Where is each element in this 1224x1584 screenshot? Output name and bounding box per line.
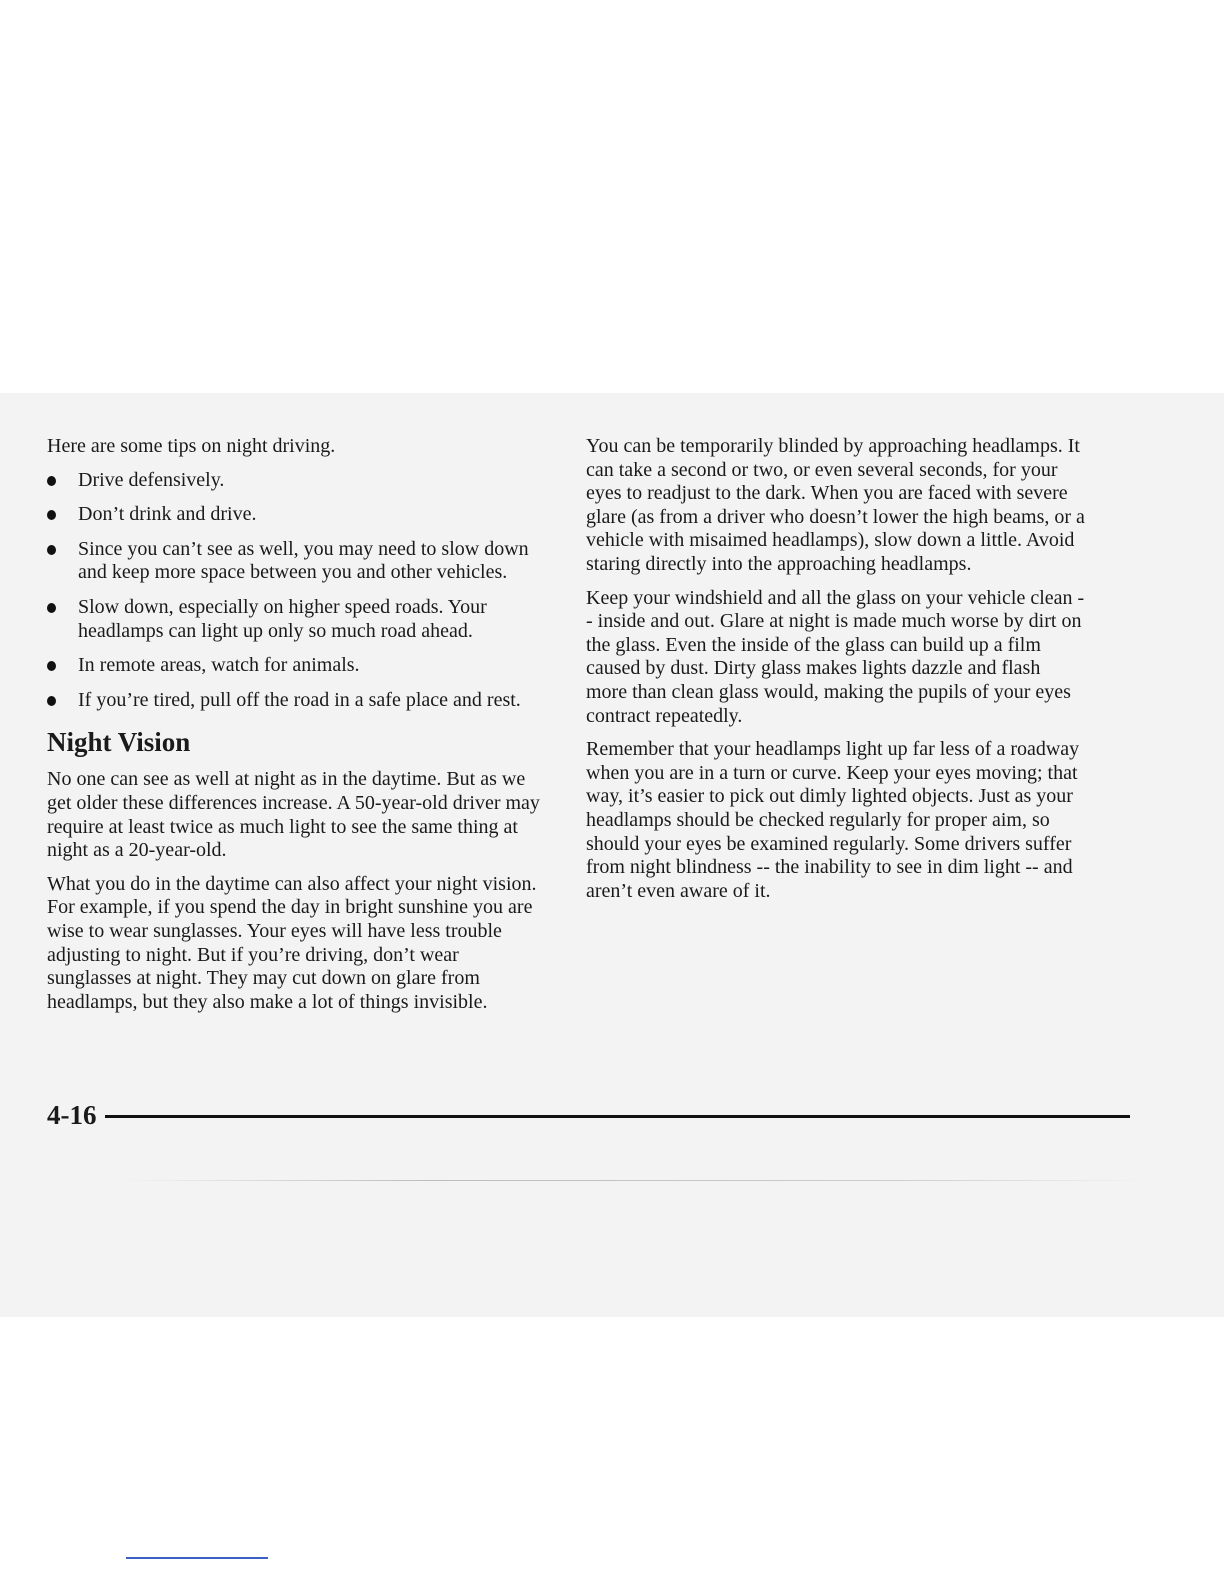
- bullet-icon: [47, 696, 56, 706]
- list-item: Drive defensively.: [47, 469, 547, 493]
- list-item: Don’t drink and drive.: [47, 503, 547, 527]
- paragraph: No one can see as well at night as in the daytime. But as we get older these differences increase. A 50-year-old driver may require at least twice as much light to see the same thing at night as a 20-year-old.: [47, 768, 540, 862]
- left-column: [47, 435, 547, 1024]
- bullet-icon: [47, 510, 56, 520]
- bullet-icon: [47, 661, 56, 671]
- bullet-icon: [47, 545, 56, 555]
- night-driving-tips-list: [47, 469, 547, 713]
- list-item: If you’re tired, pull off the road in a safe place and rest.: [47, 689, 547, 713]
- section-heading: Night Vision: [47, 727, 191, 758]
- list-item: Slow down, especially on higher speed roads. Your headlamps can light up only so much road ahead.: [47, 596, 547, 643]
- page-footer: [47, 1100, 1085, 1134]
- bullet-icon: [47, 476, 56, 486]
- page-number: 4-16: [47, 1100, 97, 1130]
- list-item: Since you can’t see as well, you may need to slow down and keep more space between you and other vehicles.: [47, 538, 547, 585]
- link-underline[interactable]: [126, 1557, 268, 1559]
- paragraph: Remember that your headlamps light up far less of a roadway when you are in a turn or curve. Keep your eyes moving; that way, it’s easier to pick out dimly lighted objects. Just as your headlamps should be checked regularly for proper aim, so should your eyes be examined regularly. Some drivers suffer from night blindness -- the inability to see in dim light -- and aren’t even aware of it.: [586, 738, 1080, 902]
- tips-intro: Here are some tips on night driving.: [47, 435, 336, 457]
- paragraph: Keep your windshield and all the glass on your vehicle clean -- inside and out. Glare at night is made much worse by dirt on the glass. Even the inside of the glass can build up a film caused by dust. Dirty glass makes lights dazzle and flash more than clean glass would, making the pupils of your eyes contract repeatedly.: [586, 586, 1085, 727]
- scan-artifact-line: [120, 1180, 1150, 1181]
- paragraph: What you do in the daytime can also affect your night vision. For example, if you spend the day in bright sunshine you are wise to wear sunglasses. Your eyes will have less trouble adjusting to night. But if you’re driving, don’t wear sunglasses at night. They may cut down on glare from headlamps, but they also make a lot of things invisible.: [47, 872, 537, 1013]
- list-item: In remote areas, watch for animals.: [47, 654, 547, 678]
- paragraph: You can be temporarily blinded by approaching headlamps. It can take a second or two, or even several seconds, for your eyes to readjust to the dark. When you are faced with severe glare (as from a driver who doesn’t lower the high beams, or a vehicle with misaimed headlamps), slow down a little. Avoid staring directly into the approaching headlamps.: [586, 435, 1085, 575]
- right-column: [586, 435, 1086, 913]
- footer-rule: [105, 1115, 1130, 1118]
- bullet-icon: [47, 603, 56, 613]
